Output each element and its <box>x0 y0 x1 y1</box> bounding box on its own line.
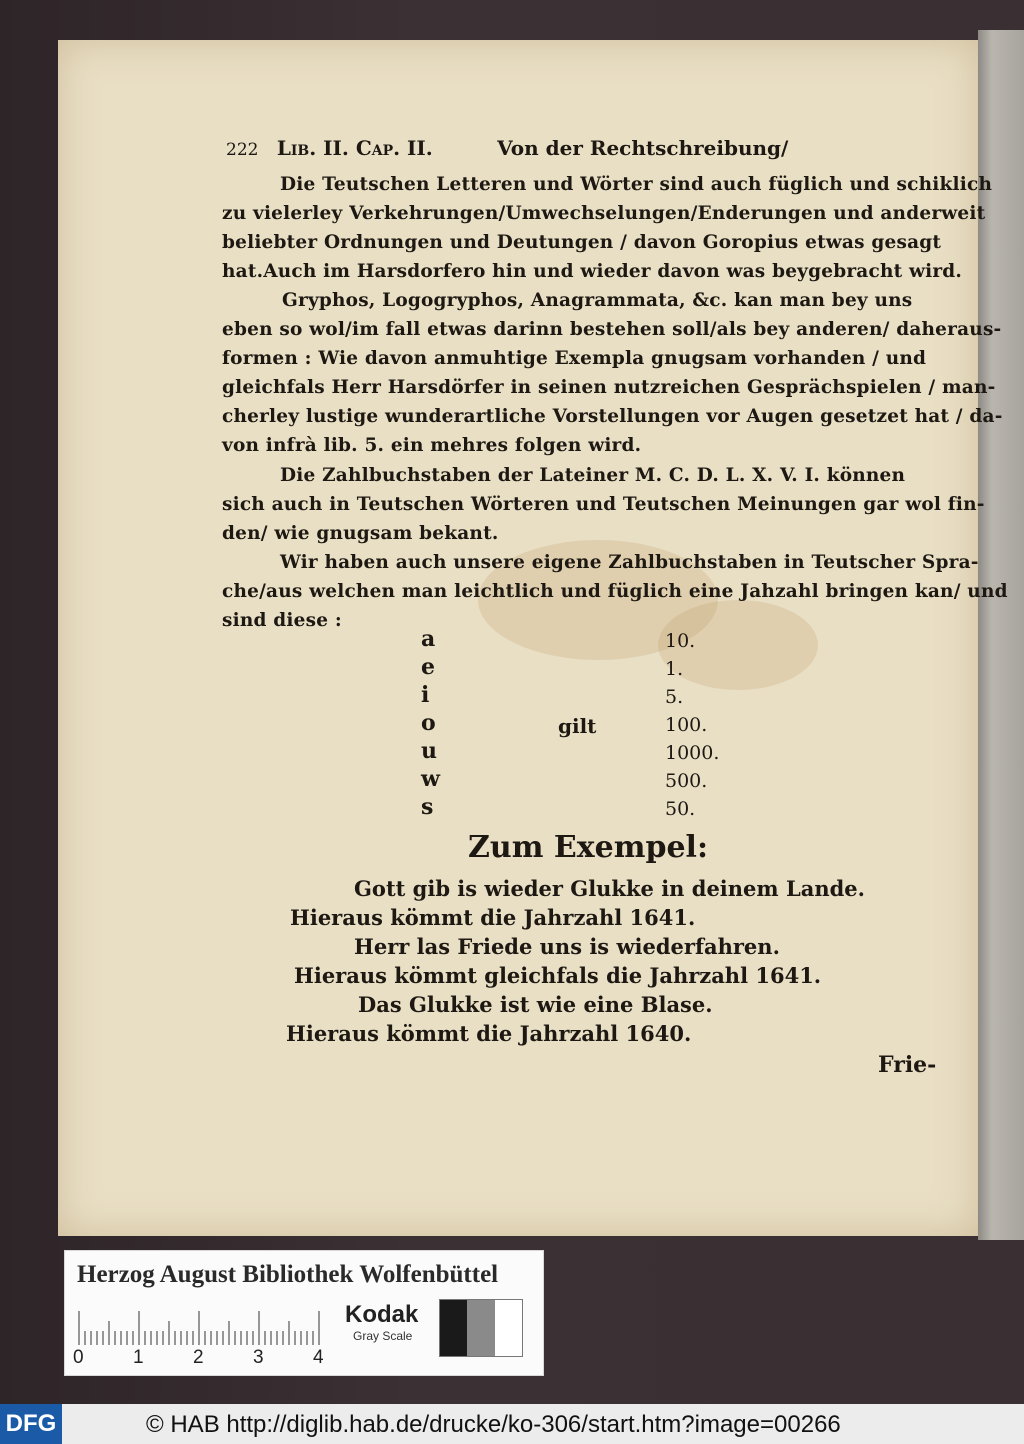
body-line: Die Teutschen Letteren und Wörter sind auch füglich und schiklich <box>280 174 993 195</box>
copyright-link[interactable]: © HAB http://diglib.hab.de/drucke/ko-306/start.htm?image=00266 <box>146 1411 841 1438</box>
body-line: Wir haben auch unsere eigene Zahlbuchstaben in Teutscher Spra- <box>280 552 979 573</box>
table-value: 1000. <box>665 742 720 764</box>
table-letter: i <box>421 682 430 708</box>
body-line: hat.Auch im Harsdorfero hin und wieder davon was beygebracht wird. <box>222 261 963 282</box>
example-line: Hieraus kömmt die Jahrzahl 1640. <box>286 1021 692 1046</box>
ruler-label: 0 <box>73 1347 84 1368</box>
table-value: 1. <box>665 658 684 680</box>
book-page <box>58 40 1008 1236</box>
color-scale-card <box>64 1250 544 1376</box>
body-line: gleichfals Herr Harsdörfer in seinen nutzreichen Gesprächspielen / man- <box>222 377 996 398</box>
ruler-label: 4 <box>313 1347 324 1368</box>
running-header <box>226 136 788 160</box>
body-line: Gryphos, Logogryphos, Anagrammata, &c. kan man bey uns <box>282 290 913 311</box>
table-value: 100. <box>665 714 708 736</box>
body-line: von infrà lib. 5. ein mehres folgen wird. <box>222 435 642 456</box>
table-value: 10. <box>665 630 696 652</box>
gray-scale-label: Gray Scale <box>353 1329 413 1343</box>
body-line: zu vielerley Verkehrungen/Umwechselungen/Enderungen und anderweit <box>222 203 986 224</box>
example-line: Herr las Friede uns is wiederfahren. <box>354 934 780 959</box>
body-line: formen : Wie davon anmuhtige Exempla gnugsam vorhanden / und <box>222 348 927 369</box>
table-value: 5. <box>665 686 684 708</box>
table-letter: e <box>421 654 435 680</box>
body-line: den/ wie gnugsam bekant. <box>222 523 499 544</box>
body-line: beliebter Ordnungen und Deutungen / davon Goropius etwas gesagt <box>222 232 942 253</box>
table-letter: w <box>421 766 440 792</box>
example-line: Hieraus kömmt die Jahrzahl 1641. <box>290 905 696 930</box>
ruler-label: 1 <box>133 1347 144 1368</box>
kodak-logo: Kodak <box>345 1301 419 1328</box>
example-heading: Zum Exempel: <box>468 830 709 865</box>
gray-patch <box>495 1300 522 1356</box>
gray-patches <box>439 1299 523 1357</box>
example-line: Hieraus kömmt gleichfals die Jahrzahl 1641. <box>294 963 822 988</box>
table-value: 50. <box>665 798 696 820</box>
body-line: che/aus welchen man leichtlich und füglich eine Jahzahl bringen kan/ und <box>222 581 1008 602</box>
library-name: Herzog August Bibliothek Wolfenbüttel <box>77 1261 499 1288</box>
gray-patch <box>440 1300 467 1356</box>
ruler-label: 3 <box>253 1347 264 1368</box>
book-chapter: Lib. II. Cap. II. <box>276 136 433 160</box>
table-value: 500. <box>665 770 708 792</box>
ruler <box>77 1309 325 1345</box>
table-letter: s <box>421 794 434 820</box>
example-line: Gott gib is wieder Glukke in deinem Lande. <box>354 876 865 901</box>
table-letter: o <box>421 710 436 736</box>
example-line: Das Glukke ist wie eine Blase. <box>358 992 713 1017</box>
ruler-label: 2 <box>193 1347 204 1368</box>
gray-patch <box>467 1300 494 1356</box>
body-line: sich auch in Teutschen Wörteren und Teutschen Meinungen gar wol fin- <box>222 494 985 515</box>
running-title: Von der Rechtschreibung/ <box>497 136 789 160</box>
table-letter: u <box>421 738 437 764</box>
body-line: eben so wol/im fall etwas darinn bestehen soll/als bey anderen/ daheraus- <box>222 319 1002 340</box>
table-verb: gilt <box>558 714 597 738</box>
body-line: Die Zahlbuchstaben der Lateiner M. C. D. L. X. V. I. können <box>280 465 906 486</box>
body-line: sind diese : <box>222 610 342 631</box>
table-letter: a <box>421 626 436 652</box>
page-number: 222 <box>226 140 259 160</box>
dfg-logo[interactable]: DFG <box>0 1404 62 1444</box>
catchword: Frie- <box>878 1052 937 1078</box>
body-line: cherley lustige wunderartliche Vorstellungen vor Augen gesetzet hat / da- <box>222 406 1003 427</box>
